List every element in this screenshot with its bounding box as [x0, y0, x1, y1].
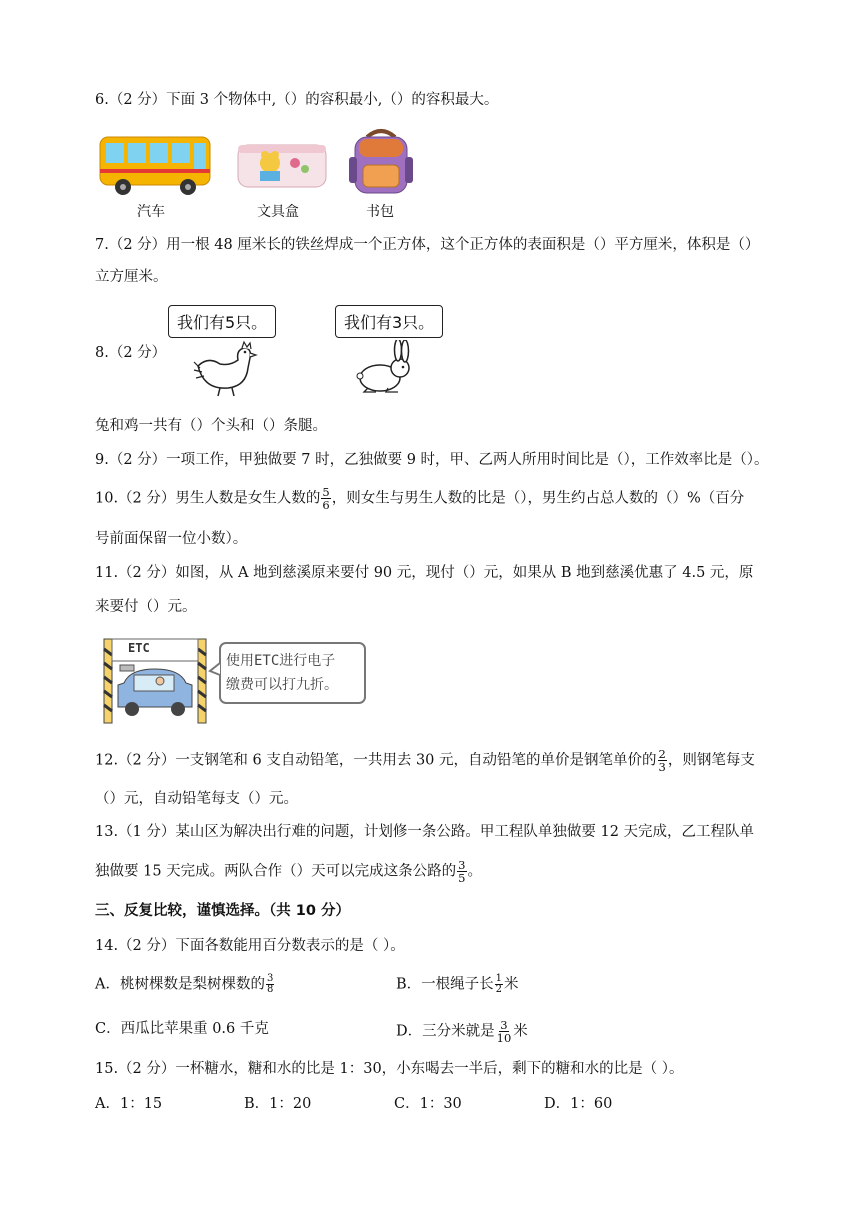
rabbit-icon — [354, 340, 416, 395]
q14-option-c: C．西瓜比苹果重 0.6 千克 — [95, 1021, 269, 1037]
bus-icon — [98, 133, 213, 198]
q14-a-den: 8 — [266, 984, 274, 995]
q14-option-a-fraction — [266, 974, 274, 995]
q10-line1 — [95, 486, 744, 511]
speech-bubble-chicken: 我们有5只。 — [168, 305, 276, 338]
q12-frac-den: 3 — [658, 760, 666, 774]
q7-line2: 立方厘米。 — [95, 269, 168, 285]
caption-backpack: 书包 — [366, 204, 394, 220]
q12-line1 — [95, 748, 755, 773]
q14-option-b — [396, 974, 519, 995]
q7-line1: 7.（2 分）用一根 48 厘米长的铁丝焊成一个正方体，这个正方体的表面积是（）平方厘米，体积是（） — [95, 237, 760, 253]
pencil-case-icon — [235, 133, 330, 193]
q15-option-c: C．1：30 — [394, 1096, 462, 1112]
q12-fraction — [658, 748, 667, 773]
q14-option-b-text: B．一根绳子长 — [396, 976, 494, 993]
etc-sign-text: ETC — [128, 641, 150, 655]
q14-b-num: 1 — [495, 973, 503, 984]
q10-fraction — [321, 486, 330, 511]
q12-pre: 12.（2 分）一支钢笔和 6 支自动铅笔，一共用去 30 元，自动铅笔的单价是钢笔单价的 — [95, 752, 657, 769]
q10-line2: 号前面保留一位小数）。 — [95, 531, 248, 547]
q9-text: 9.（2 分）一项工作，甲独做要 7 时，乙独做要 9 时，甲、乙两人所用时间比是（），工作效率比是（）。 — [95, 452, 769, 468]
q12-post: ，则钢笔每支 — [667, 752, 755, 769]
q8-question: 兔和鸡一共有（）个头和（）条腿。 — [95, 418, 327, 434]
q14-b-den: 2 — [495, 984, 503, 995]
q13-line2 — [95, 859, 482, 884]
q14-option-d-unit: 米 — [513, 1023, 528, 1040]
section-3-title: 三、反复比较，谨慎选择。（共 10 分） — [95, 903, 351, 919]
q15-option-d: D．1：60 — [544, 1096, 613, 1112]
q14-option-d-text: D．三分米就是 — [396, 1023, 495, 1040]
q10-frac-num: 5 — [322, 485, 330, 499]
q14-d-num: 3 — [500, 1018, 508, 1032]
q14-option-a-text: A．桃树棵数是梨树棵数的 — [95, 976, 265, 993]
q11-line1: 11.（2 分）如图，从 A 地到慈溪原来要付 90 元，现付（）元，如果从 B 地到慈溪优惠了 4.5 元，原 — [95, 565, 754, 581]
q15-option-b: B．1：20 — [244, 1096, 312, 1112]
q14-a-num: 3 — [266, 973, 274, 984]
q14-option-a — [95, 974, 275, 995]
etc-bubble — [226, 649, 338, 697]
q14-option-d-fraction — [496, 1019, 513, 1044]
speech-bubble-rabbit: 我们有3只。 — [335, 305, 443, 338]
etc-bubble-line1: 使用ETC进行电子 — [226, 653, 336, 669]
q14-text: 14.（2 分）下面各数能用百分数表示的是（ ）。 — [95, 938, 405, 954]
q13-fraction — [457, 859, 466, 884]
q13-post: 。 — [467, 863, 482, 880]
etc-bubble-line2: 缴费可以打九折。 — [226, 677, 338, 693]
caption-bus: 汽车 — [137, 204, 165, 220]
backpack-icon — [345, 127, 417, 195]
q10-frac-den: 6 — [322, 498, 330, 512]
q14-d-den: 10 — [496, 1031, 512, 1045]
q6-text: 6.（2 分）下面 3 个物体中,（）的容积最小,（）的容积最大。 — [95, 92, 499, 108]
q13-frac-num: 3 — [458, 858, 466, 872]
q14-option-b-unit: 米 — [504, 976, 519, 993]
q12-frac-num: 2 — [658, 747, 666, 761]
q15-text: 15.（2 分）一杯糖水，糖和水的比是 1：30，小东喝去一半后，剩下的糖和水的比是（ ）。 — [95, 1061, 684, 1077]
q11-line2: 来要付（）元。 — [95, 599, 197, 615]
q13-pre: 独做要 15 天完成。两队合作（）天可以完成这条公路的 — [95, 863, 457, 880]
q10-pre: 10.（2 分）男生人数是女生人数的 — [95, 490, 321, 507]
q15-option-a: A．1：15 — [95, 1096, 163, 1112]
q14-option-b-fraction — [495, 974, 503, 995]
q13-line1: 13.（1 分）某山区为解决出行难的问题，计划修一条公路。甲工程队单独做要 12 天完成，乙工程队单 — [95, 824, 755, 840]
q12-line2: （）元，自动铅笔每支（）元。 — [95, 791, 298, 807]
caption-pencil-case: 文具盒 — [257, 204, 299, 220]
q10-post: ，则女生与男生人数的比是（），男生约占总人数的（）%（百分 — [331, 490, 745, 507]
q14-option-d — [396, 1019, 528, 1044]
q8-label: 8.（2 分） — [95, 345, 167, 361]
chicken-icon — [190, 338, 260, 398]
q13-frac-den: 5 — [458, 871, 466, 885]
